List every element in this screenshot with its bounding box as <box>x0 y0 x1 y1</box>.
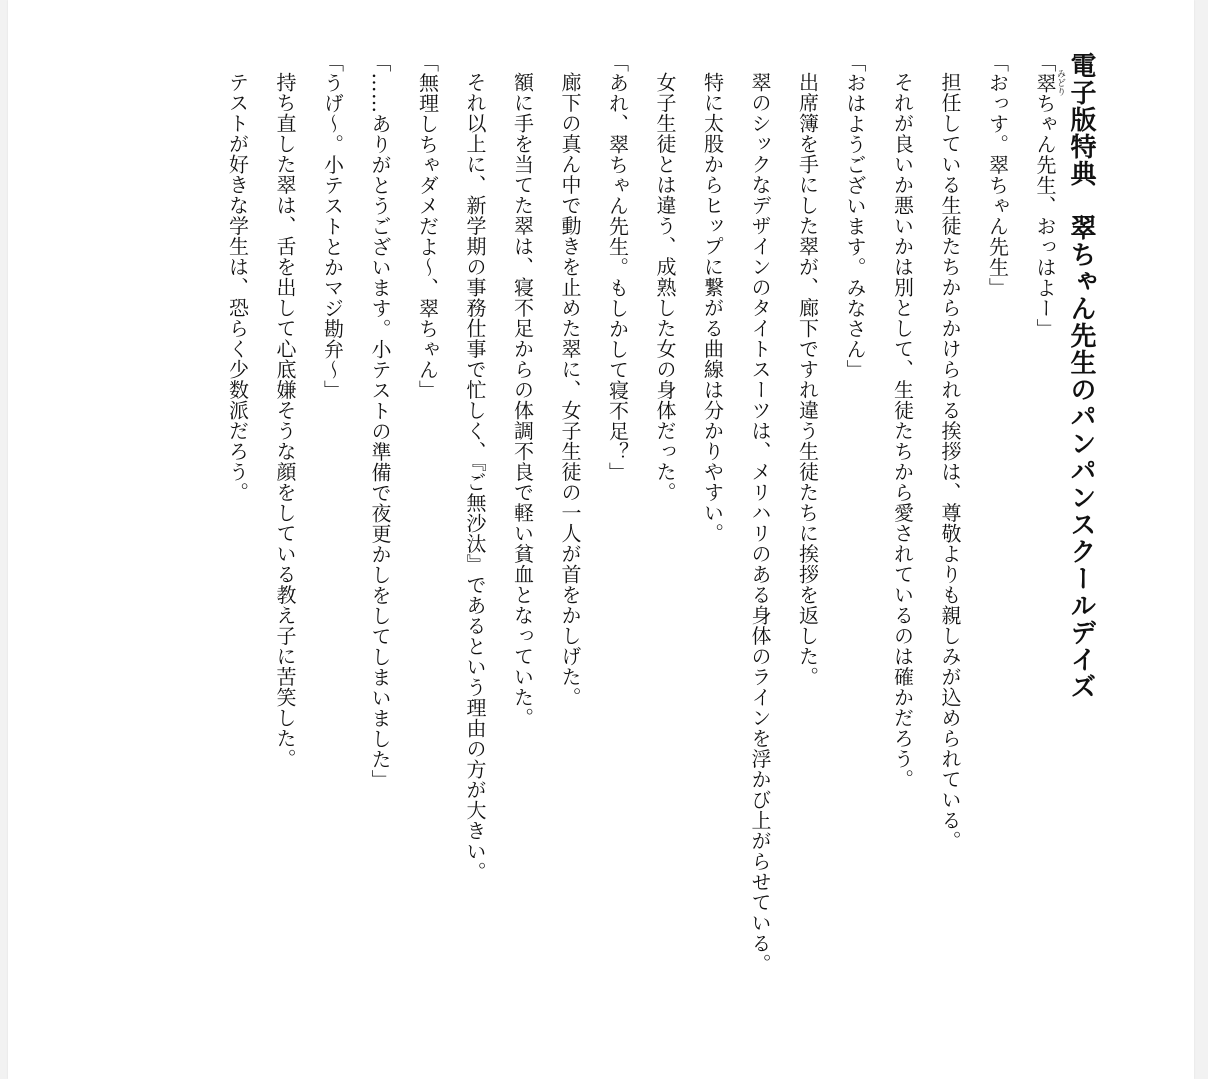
paragraph-12: 額に手を当てた翠は、寝不足からの体調不良で軽い貧血となっていた。 <box>510 72 535 728</box>
ruby-midori <box>1033 69 1065 97</box>
paragraph-4: それが良いか悪いかは別として、生徒たちから愛されているのは確かだろう。 <box>890 72 915 790</box>
paragraph-17: 持ち直した翠は、舌を出して心底嫌そうな顔をしている教え子に苦笑した。 <box>273 72 297 769</box>
paragraph-5: 「おはようございます。みなさん」 <box>843 52 867 380</box>
paragraph-6: 出席簿を手にした翠が、廊下ですれ違う生徒たちに挨拶を返した。 <box>795 72 820 687</box>
paragraph-15: 「……ありがとうございます。小テストの準備で夜更かしをしてしまいました」 <box>368 52 392 790</box>
paragraph-10: 「あれ、翠ちゃん先生。もしかして寝不足？」 <box>605 52 630 483</box>
paragraph-16: 「うげ～。小テストとかマジ勘弁～」 <box>320 52 345 401</box>
chapter-title: 電子版特典 翠ちゃん先生のパンパンスクールデイズ <box>1066 52 1096 700</box>
paragraph-3: 担任している生徒たちからかけられる挨拶は、尊敬よりも親しみが込められている。 <box>938 72 962 851</box>
ruby-base: 翠 <box>1033 69 1057 97</box>
paragraph-8: 特に太股からヒップに繋がる曲線は分かりやすい。 <box>700 72 725 544</box>
document-page <box>8 0 1194 1079</box>
paragraph-9: 女子生徒とは違う、成熟した女の身体だった。 <box>653 72 677 503</box>
paragraph-1-rest: ちゃん先生、おっはよー」 <box>1033 93 1057 339</box>
paragraph-13: それ以上に、新学期の事務仕事で忙しく、『ご無沙汰』であるという理由の方が大きい。 <box>463 72 487 882</box>
open-bracket: 「 <box>1033 52 1057 73</box>
paragraph-1 <box>1021 52 1069 1062</box>
paragraph-14: 「無理しちゃダメだよ～、翠ちゃん」 <box>415 52 440 401</box>
paragraph-11: 廊下の真ん中で動きを止めた翠に、女子生徒の一人が首をかしげた。 <box>558 72 582 708</box>
ruby-reading: みどり <box>1055 69 1065 97</box>
paragraph-7: 翠のシックなデザインのタイトスーツは、メリハリのある身体のラインを浮かび上がらせている。 <box>748 72 772 974</box>
vertical-text-body <box>213 52 1094 1062</box>
paragraph-2: 「おっす。翠ちゃん先生」 <box>985 52 1010 298</box>
paragraph-18: テストが好きな学生は、恐らく少数派だろう。 <box>225 72 250 503</box>
